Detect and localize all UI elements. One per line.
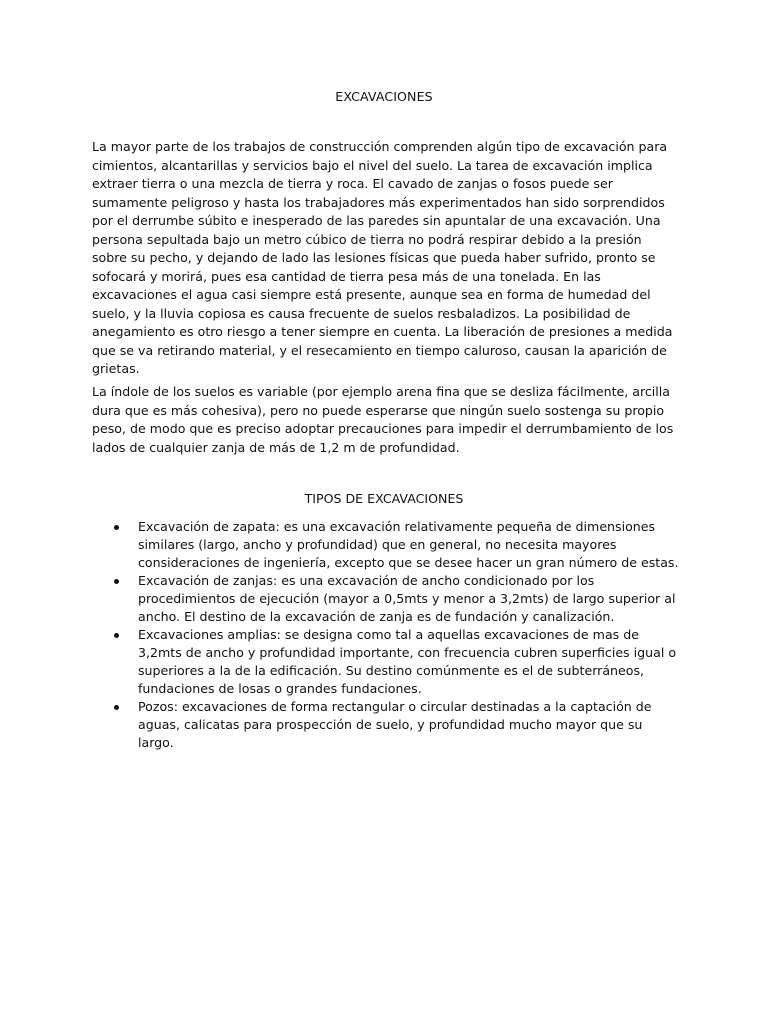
list-item-amplias: [92, 626, 680, 698]
bullet-icon: [114, 579, 119, 584]
intro-paragraph: La mayor parte de los trabajos de construcción comprenden algún tipo de excavación para cimientos, alcantarillas y servicios bajo el nivel del suelo. La tarea de excavación implica extraer tierra o una mezcla de tierra y roca. El cavado de zanjas o fosos puede ser sumamente peligroso y hasta los trabajadores más experimentados han sido sorprendidos por el derrumbe súbito e inesperado de las paredes sin apuntalar de una excavación. Una persona sepultada bajo un metro cúbico de tierra no podrá respirar debido a la presión sobre su pecho, y dejando de lado las lesiones físicas que pueda haber sufrido, pronto se sofocará y morirá, pues esa cantidad de tierra pesa más de una tonelada. En las excavaciones el agua casi siempre está presente, aunque sea en forma de humedad del suelo, y la lluvia copiosa es causa frecuente de suelos resbaladizos. La posibilidad de anegamiento es otro riesgo a tener siempre en cuenta. La liberación de presiones a medida que se va retirando material, y el resecamiento en tiempo caluroso, causan la aparición de grietas.: [92, 139, 673, 376]
list-item-text: Excavación de zanjas: es una excavación de ancho condicionado por los procedimientos de ejecución (mayor a 0,5mts y menor a 3,2mts) de largo superior al ancho. El destino de la excavación de zanja es de fundación y canalización.: [138, 573, 676, 624]
list-item-zapata: [92, 518, 680, 572]
bullet-icon: [114, 525, 119, 530]
section-title-excavation-types: TIPOS DE EXCAVACIONES: [304, 491, 464, 506]
list-item-text: Pozos: excavaciones de forma rectangular o circular destinadas a la captación de aguas, calicatas para prospección de suelo, y profundidad mucho mayor que su largo.: [138, 699, 652, 750]
bullet-icon: [114, 705, 119, 710]
bullet-icon: [114, 633, 119, 638]
list-item-text: Excavación de zapata: es una excavación relativamente pequeña de dimensiones similares (largo, ancho y profundidad) que en general, no necesita mayores consideraciones de ingeniería, excepto que se desee hacer un gran número de estas.: [138, 519, 679, 570]
list-item-pozos: [92, 698, 680, 752]
soils-paragraph: La índole de los suelos es variable (por ejemplo arena fina que se desliza fácilmente, arcilla dura que es más cohesiva), pero no puede esperarse que ningún suelo sostenga su propio peso, de modo que es preciso adoptar precauciones para impedir el derrumbamiento de los lados de cualquier zanja de más de 1,2 m de profundidad.: [92, 384, 674, 455]
list-item-zanjas: [92, 572, 680, 626]
excavation-types-list: [92, 518, 680, 752]
document-title: EXCAVACIONES: [335, 89, 433, 104]
list-item-text: Excavaciones amplias: se designa como tal a aquellas excavaciones de mas de 3,2mts de ancho y profundidad importante, con frecuencia cubren superficies igual o superiores a la de la edificación. Su destino comúnmente es el de subterráneos, fundaciones de losas o grandes fundaciones.: [138, 627, 677, 696]
